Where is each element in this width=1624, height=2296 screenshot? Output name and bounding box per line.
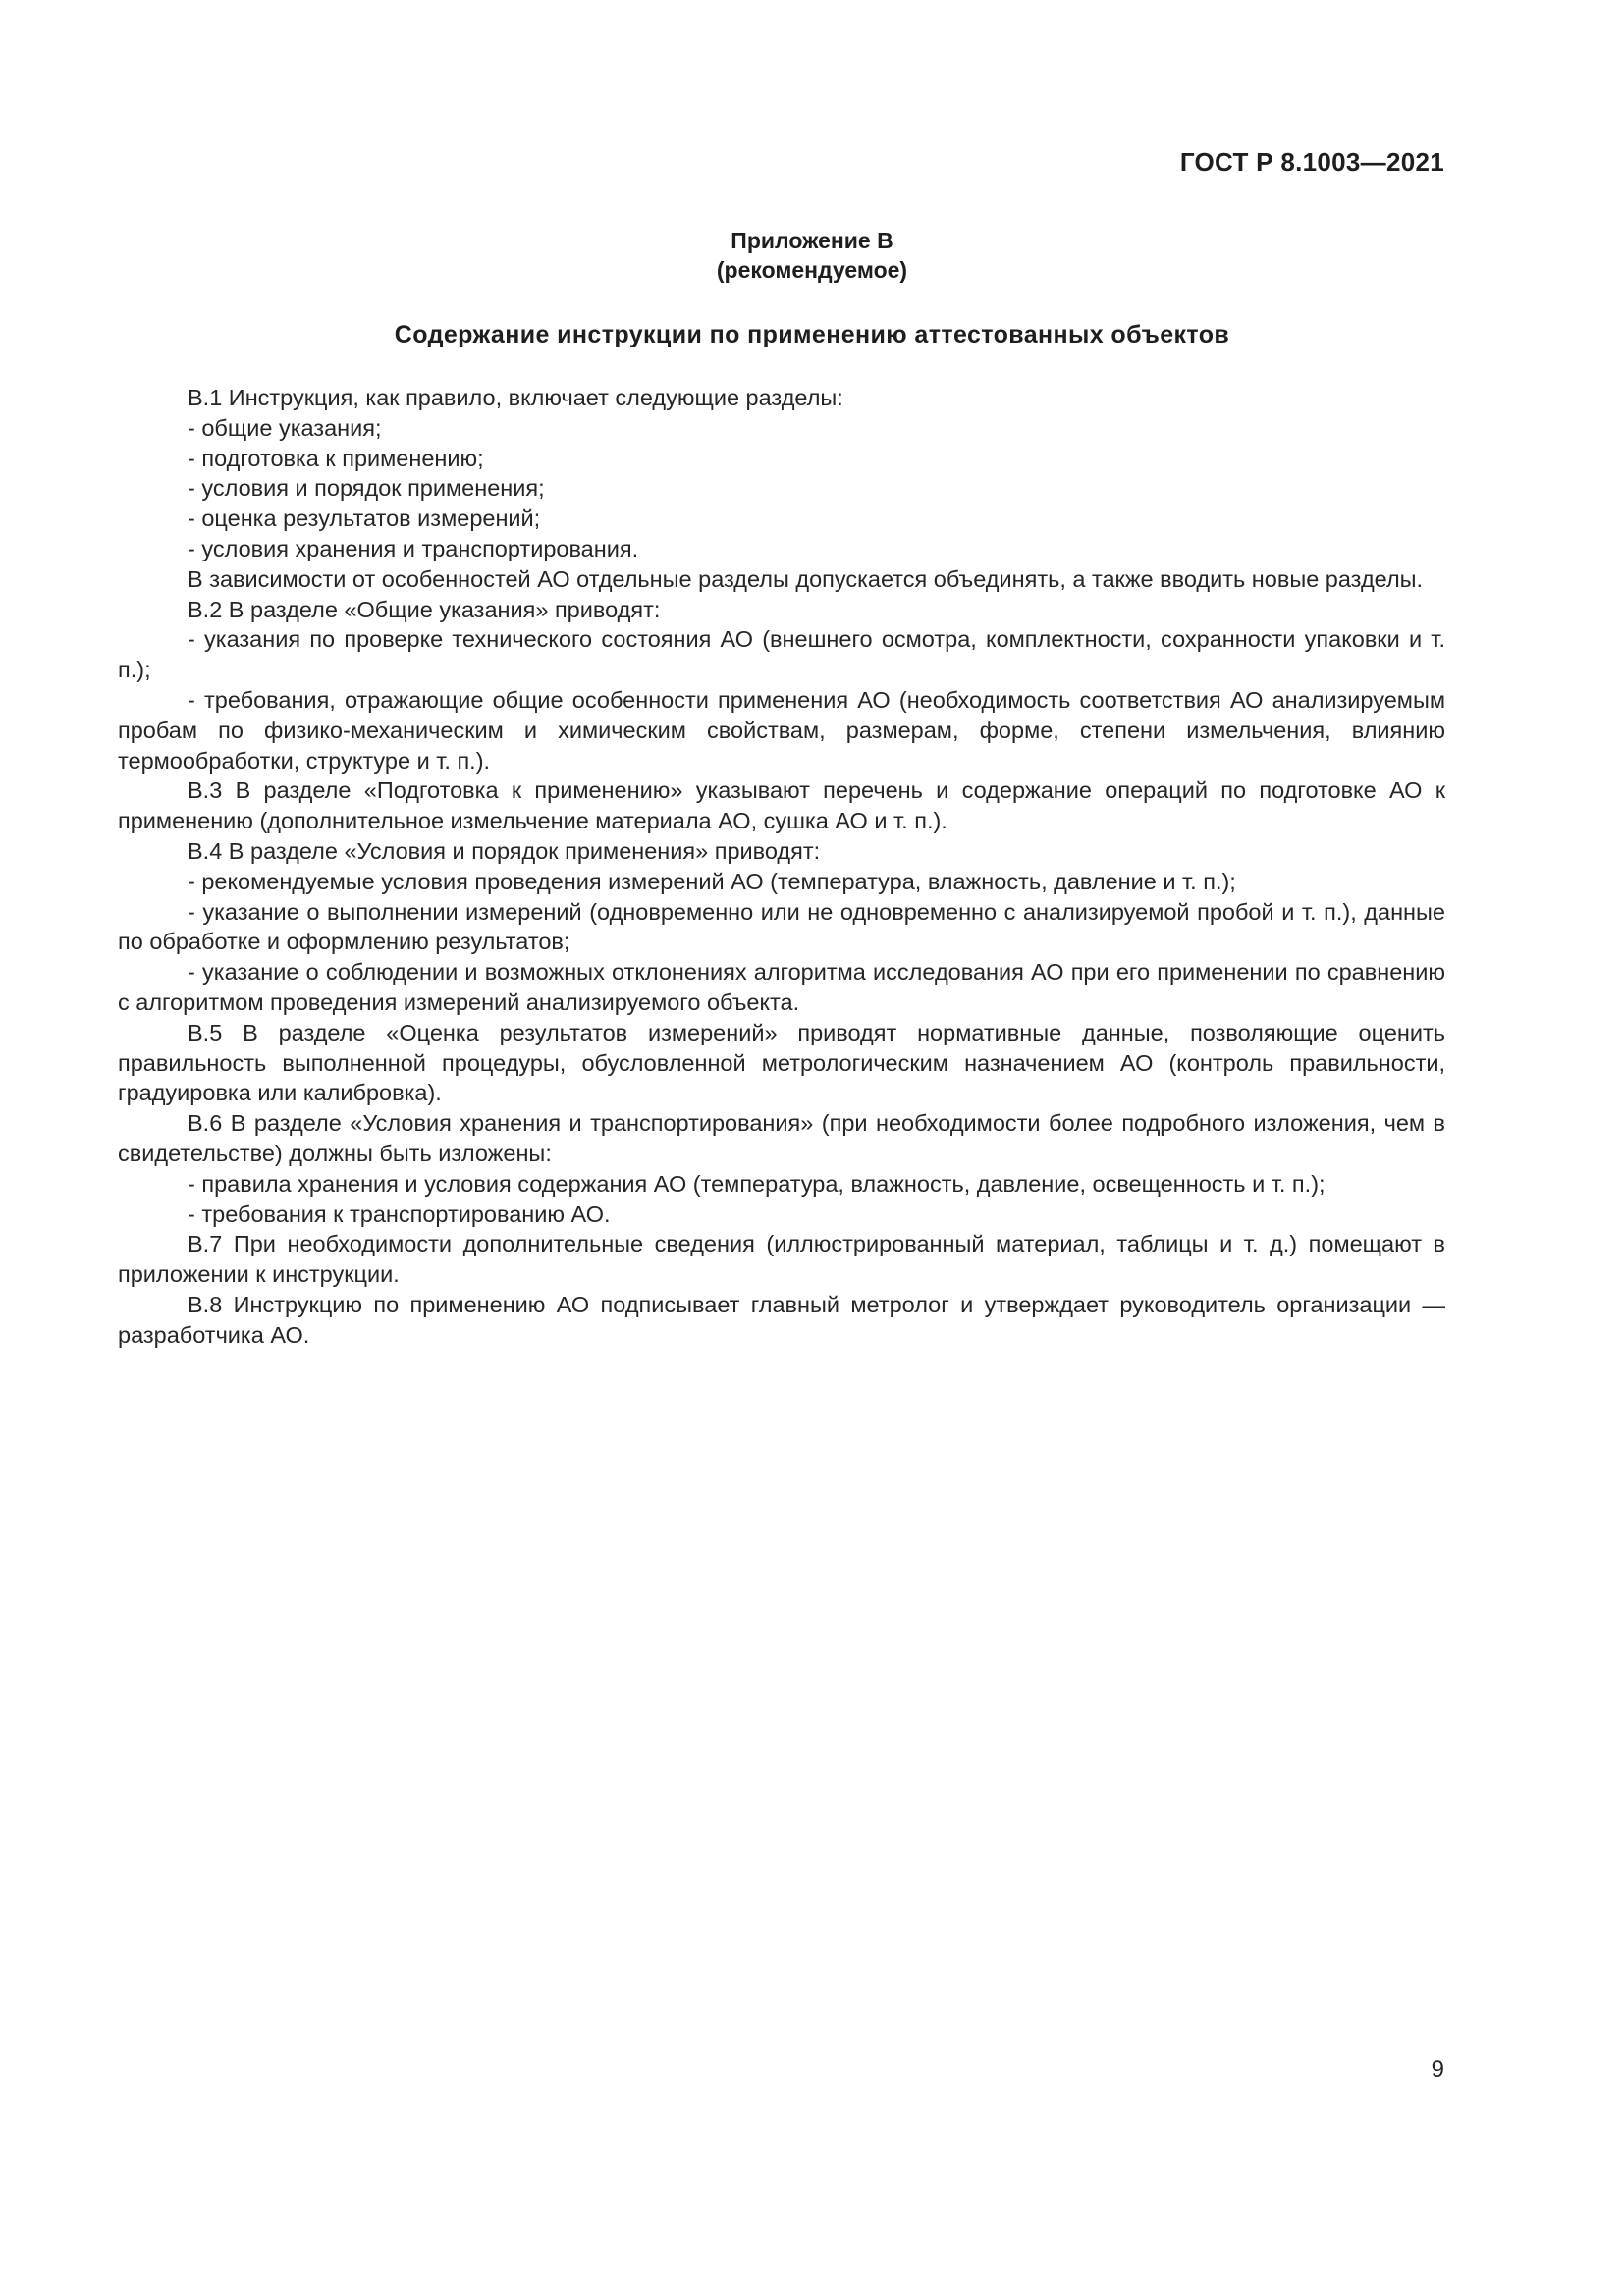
list-item: - правила хранения и условия содержания АО (температура, влажность, давление, освещенность и т. п.); [188,1170,1326,1197]
appendix-label: Приложение В [731,228,893,253]
list-item: - оценка результатов измерений; [188,506,541,532]
appendix-heading [0,226,1624,285]
list-item: - подготовка к применению; [188,445,484,471]
paragraph-b2: В.2 В разделе «Общие указания» приводят: [188,596,661,622]
list-item: - указания по проверке технического состояния АО (внешнего осмотра, комплектности, сохранности упаковки и т. п.); [118,626,1445,683]
paragraph: В зависимости от особенностей АО отдельные разделы допускается объединять, а также вводить новые разделы. [188,565,1424,592]
list-item: - общие указания; [188,414,382,441]
list-item: - требования к транспортированию АО. [188,1201,611,1227]
paragraph-b5: В.5 В разделе «Оценка результатов измерений» приводят нормативные данные, позволяющие оценить правильность выполненной процедуры, обусловленной метрологическим назначением АО (контроль правильности, градуировка или калибровка). [118,1019,1445,1106]
list-item: - указание о выполнении измерений (одновременно или не одновременно с анализируемой пробой и т. п.), данные по обработке и оформлению результатов; [118,898,1445,955]
list-item: - указание о соблюдении и возможных отклонениях алгоритма исследования АО при его применении по сравнению с алгоритмом проведения измерений анализируемого объекта. [118,959,1445,1015]
list-item: - требования, отражающие общие особенности применения АО (необходимость соответствия АО анализируемым пробам по физико-механическим и химическим свойствам, размерам, форме, степени измельчения, влиянию термообработки, структуре и т. п.). [118,686,1445,774]
list-item: - рекомендуемые условия проведения измерений АО (температура, влажность, давление и т. п.); [188,868,1236,894]
paragraph-b1: В.1 Инструкция, как правило, включает следующие разделы: [188,385,843,410]
document-code: ГОСТ Р 8.1003—2021 [1179,147,1444,177]
paragraph-b7: В.7 При необходимости дополнительные сведения (иллюстрированный материал, таблицы и т. д.) помещают в приложении к инструкции. [118,1231,1445,1288]
list-item: - условия и порядок применения; [188,475,545,502]
paragraph-b6: В.6 В разделе «Условия хранения и транспортирования» (при необходимости более подробного изложения, чем в свидетельстве) должны быть изложены: [118,1110,1445,1166]
appendix-status: (рекомендуемое) [716,257,908,283]
page-number: 9 [1431,2056,1444,2083]
list-item: - условия хранения и транспортирования. [188,535,639,561]
document-body [118,383,1445,1351]
section-title: Содержание инструкции по применению аттестованных объектов [394,321,1230,348]
paragraph-b8: В.8 Инструкцию по применению АО подписывает главный метролог и утверждает руководитель организации — разработчика АО. [118,1291,1445,1348]
paragraph-b4: В.4 В разделе «Условия и порядок применения» приводят: [188,837,821,864]
paragraph-b3: В.3 В разделе «Подготовка к применению» указывают перечень и содержание операций по подготовке АО к применению (дополнительное измельчение материала АО, сушка АО и т. п.). [118,777,1445,834]
